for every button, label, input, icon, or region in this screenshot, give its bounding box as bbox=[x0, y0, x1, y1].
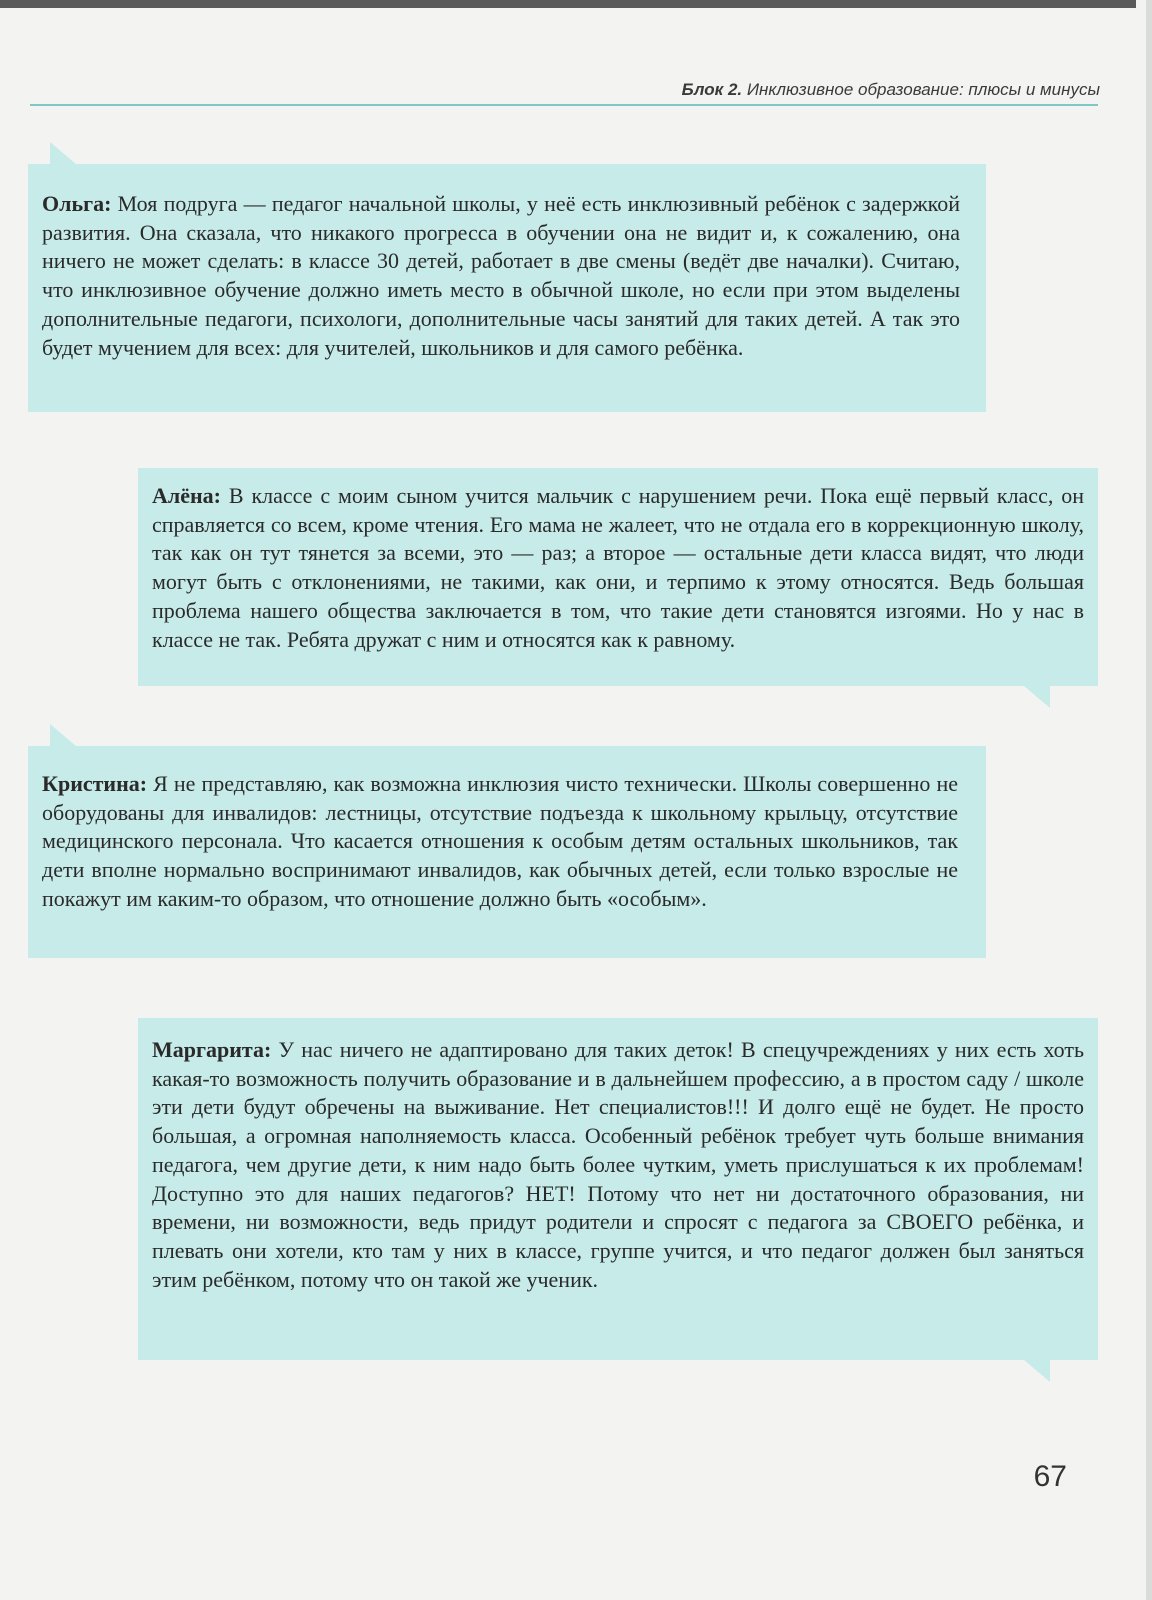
block-title: Инклюзивное образование: плюсы и минусы bbox=[746, 80, 1100, 99]
quote-text: В классе с моим сыном учится мальчик с нарушением речи. Пока ещё первый класс, он справляется со всем, кроме чтения. Его мама не жалеет, что не отдала его в коррекционную школу, так как он тут тянется за всеми, это — раз; а второе — остальные дети класса видят, что люди могут быть с отклонениями, не такими, как они, и терпимо к этому относятся. Ведь большая проблема нашего общества заключается в том, что такие дети становятся изгоями. Но у нас в классе не так. Ребята дружат с ним и относятся как к равному. bbox=[152, 483, 1084, 652]
quote-bubble-margarita bbox=[138, 1018, 1098, 1360]
block-label: Блок 2. bbox=[681, 80, 743, 99]
speaker-name: Кристина: bbox=[42, 771, 148, 796]
right-page-edge bbox=[1146, 0, 1152, 1600]
quote-text: Я не представляю, как возможна инклюзия чисто технически. Школы совершенно не оборудованы для инвалидов: лестницы, отсутствие подъезда к школьному крыльцу, отсутствие медицинского персонала. Что касается отношения к особым детям остальных школьников, так дети вполне нормально воспринимают инвалидов, как обычных детей, если только взрослые не покажут им каким-то образом, что отношение должно быть «особым». bbox=[42, 771, 958, 911]
speaker-name: Ольга: bbox=[42, 191, 112, 216]
header-divider bbox=[30, 104, 1098, 106]
speaker-name: Маргарита: bbox=[152, 1037, 272, 1062]
bubble-tail bbox=[50, 142, 76, 164]
speaker-name: Алёна: bbox=[152, 483, 221, 508]
quote-text: У нас ничего не адаптировано для таких деток! В спецучреждениях у них есть хоть какая-то возможность получить образование и в дальнейшем профессию, а в простом саду / школе эти дети будут обречены на выживание. Нет специалистов!!! И долго ещё не будет. Не просто большая, а огромная наполняемость класса. Особенный ребёнок требует чуть больше внимания педагога, чем другие дети, к ним надо быть более чутким, уметь прислушаться к их проблемам! Доступно это для наших педагогов? НЕТ! Потому что нет ни достаточного образования, ни времени, ни возможности, ведь придут родители и спросят с педагога за СВОЕГО ребёнка, и плевать они хотели, кто там у них в классе, группе учится, и что педагог должен был заняться этим ребёнком, потому что он такой же ученик. bbox=[152, 1037, 1085, 1292]
quote-bubble-alena bbox=[138, 468, 1098, 686]
bubble-tail bbox=[50, 724, 76, 746]
running-header bbox=[682, 80, 1100, 100]
quote-bubble-kristina bbox=[28, 746, 986, 958]
quote-text: Моя подруга — педагог начальной школы, у неё есть инклюзивный ребёнок с задержкой развития. Она сказала, что никакого прогресса в обучении она не видит и, к сожалению, она ничего не может сделать: в классе 30 детей, работает в две смены (ведёт две началки). Считаю, что инклюзивное обучение должно иметь место в обычной школе, но если при этом выделены дополнительные педагоги, психологи, дополнительные часы занятий для таких детей. А так это будет мучением для всех: для учителей, школьников и для самого ребёнка. bbox=[42, 191, 961, 360]
bubble-tail bbox=[1024, 1360, 1050, 1382]
page-number: 67 bbox=[1033, 1460, 1067, 1493]
quote-bubble-olga bbox=[28, 164, 986, 412]
top-edge-bar bbox=[0, 0, 1136, 8]
bubble-tail bbox=[1024, 686, 1050, 708]
